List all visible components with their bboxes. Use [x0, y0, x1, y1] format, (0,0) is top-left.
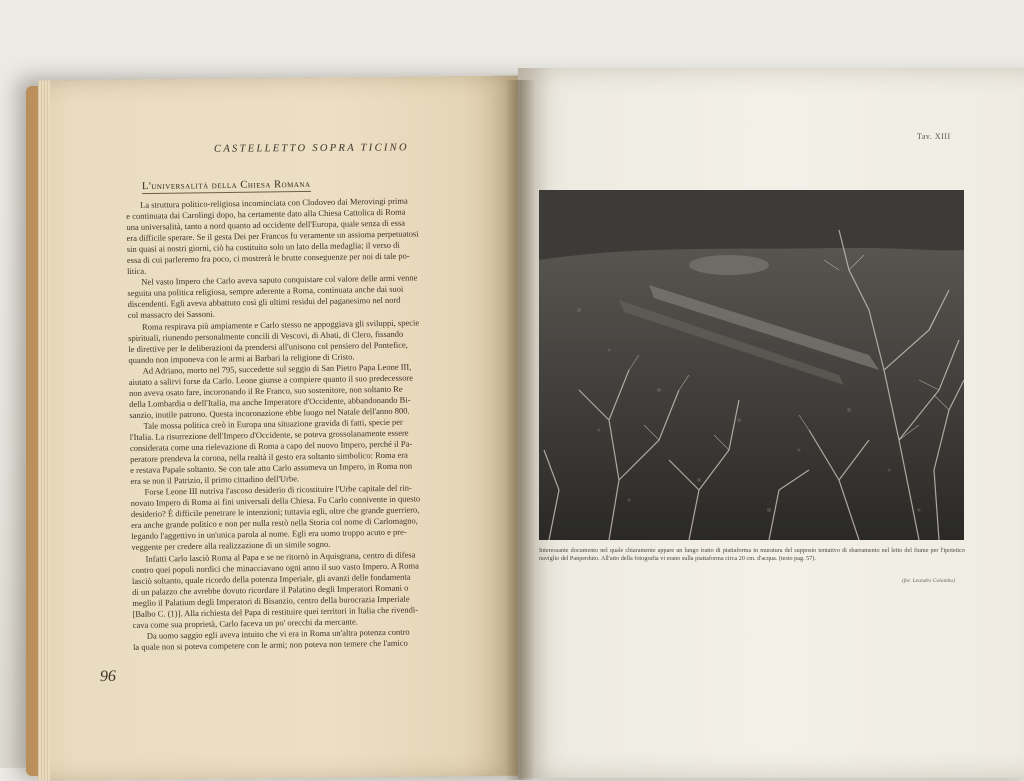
text-line: era difficile sperare. Se il gesta Dei per Francos fu veramente un assioma perpetuatosi — [126, 228, 419, 244]
text-line: seguita una politica religiosa, sempre aderente a Roma, continuata anche dai suoi — [127, 284, 404, 299]
text-line: spirituali, riunendo personalmente concili di Vescovi, di Abati, di Clero, fissando — [128, 328, 404, 343]
text-line: La struttura politico-religiosa incominciata con Clodoveo dai Merovingi prima — [139, 195, 408, 210]
book-gutter — [505, 80, 535, 780]
plate-label: Tav. XIII — [917, 132, 951, 141]
text-line: essa di cui parleremo fra poco, ci mostrerà le brutte conseguenze per noi di tale po- — [126, 250, 410, 266]
body-text — [126, 195, 463, 653]
text-line: sanzio, inutile patrono. Questa incoronazione ebbe luogo nel Natale dell'anno 800. — [129, 405, 410, 420]
text-line: di un palazzo che avrebbe dovuto ricordare il Palatino degli Imperatori Romani o — [132, 582, 409, 597]
text-line: le direttive per le deliberazioni da prendersi all'unisono col pensiero del Pontefice, — [128, 339, 408, 354]
text-line: Ad Adriano, morto nel 795, succedette sul seggio di San Pietro Papa Leone III, — [142, 361, 412, 376]
text-line: era anche grande politico e non per nulla restò nella Storia col nome di Carlomagno, — [131, 515, 418, 531]
text-line: aiutato a salirvi forse da Carlo. Leone giunse a compiere quanto il suo predecessore — [128, 372, 414, 387]
text-line: veggente per credere alla realizzazione di un simile sogno. — [131, 539, 331, 553]
text-line: Nel vasto Impero che Carlo aveva saputo conquistare col valore delle armi venne — [141, 272, 418, 288]
running-head: CASTELLETTO SOPRA TICINO — [213, 142, 409, 155]
text-line: [Balbo C. (1)]. Alla richiesta del Papa di restituire quei territori in Italia che rivendi- — [132, 604, 419, 619]
text-line: e restava Papale soltanto. Se con tale atto Carlo assumeva un Impero, in Roma non — [130, 460, 413, 476]
text-line: Roma respirava più ampiamente e Carlo stesso ne appoggiava gli sviluppi, specie — [141, 316, 420, 332]
text-line: desiderio? È difficile penetrare le intenzioni; tuttavia egli, oltre che grande guerriero, — [130, 504, 420, 520]
text-line: novato Impero di Roma ai fini universali della Chiesa. Fu Carlo connivente in questo — [130, 493, 421, 509]
text-line: discendenti. Egli aveva abbattuto così gli ultimi residui del paganesimo nel nord — [127, 295, 401, 310]
text-line: sin quasi ai nostri giorni, ciò ha costituito solo un lato della medaglia; il verso di — [126, 239, 400, 255]
photo-credit: (fot. Leandro Colombo) — [902, 578, 956, 584]
section-title: L'universalità della Chiesa Romana — [141, 178, 311, 193]
text-line: col massacro dei Sassoni. — [127, 309, 215, 321]
landscape-photograph — [539, 190, 964, 540]
text-line: era se non il Patrizio, il primo cittadino dell'Urbe. — [130, 473, 300, 487]
text-line: una universalità, tanto a nord quanto ad occidente dell'Europa, quale senza di essa — [126, 217, 406, 233]
text-line: e continuata dai Carolingi dopo, ha certamente dato alla Chiesa Cattolica di Roma — [126, 206, 406, 222]
photo-caption: Interessante documento nel quale chiaramente appare un lungo tratto di piattaforma in muratura del supposto tentativo di sbarramento nel letto del fiume per l'ipotetico naviglio del Panperduto. All'atto della fotografia vi erano sulla piattaforma circa 20 cm. d'acqua. (testo pag. 57). — [539, 547, 965, 562]
text-line: della Lombardia o dell'Italia, ma anche Imperatore d'Occidente, abbandonando Bi- — [129, 394, 411, 409]
text-line: legando l'aggettivo in un'unica parola al nome. Egli era uomo troppo acuto e pre- — [131, 527, 407, 542]
text-line: non aveva osato fare, incoronando il Re Franco, suo sostenitore, non soltanto Re — [128, 383, 403, 398]
page-number: 96 — [99, 667, 117, 686]
text-line: peratore prendeva la corona, nella realtà il gesto era soltanto simbolico: Roma era — [129, 449, 408, 465]
text-line: Tale mossa politica creò in Europa una situazione gravida di fatti, specie per — [143, 416, 403, 431]
text-line: l'Italia. La risurrezione dell'Impero d'Occidente, se poteva grossolanamente essere — [129, 427, 409, 442]
text-line: Infatti Carlo lasciò Roma al Papa e se ne ritornò in Aquisgrana, centro di difesa — [145, 548, 416, 564]
page-edges — [38, 80, 50, 780]
text-line: cava come sua proprietà, Carlo faceva un po' orecchi da mercante. — [132, 616, 358, 630]
text-line: Da uomo saggio egli aveva intuito che vi era in Roma un'altra potenza contro — [146, 626, 410, 641]
text-line: considerata come una rielevazione di Roma a capo del nuovo Impero, perché il Pa- — [129, 438, 413, 454]
text-line: contro quei popoli nordici che minacciavano ogni anno il suo vasto Impero. A Roma — [131, 559, 419, 575]
text-line: lasciò soltanto, quale ricordo della potenza Imperiale, gli avanzi delle fondamenta — [131, 571, 411, 586]
text-line: meglio il Palatium degli Imperatori di Bisanzio, centro della burocrazia Imperiale — [132, 593, 410, 608]
text-line: la quale non si poteva competere con le armi; non poteva non temere che l'amico — [132, 637, 408, 652]
text-line: litica. — [127, 265, 147, 277]
text-line: Forse Leone III nutriva l'ascoso desiderio di ricostituire l'Urbe capitale del rin- — [144, 482, 412, 497]
text-line: quando non imponeva con le armi ai Barbari la religione di Cristo. — [128, 351, 355, 365]
